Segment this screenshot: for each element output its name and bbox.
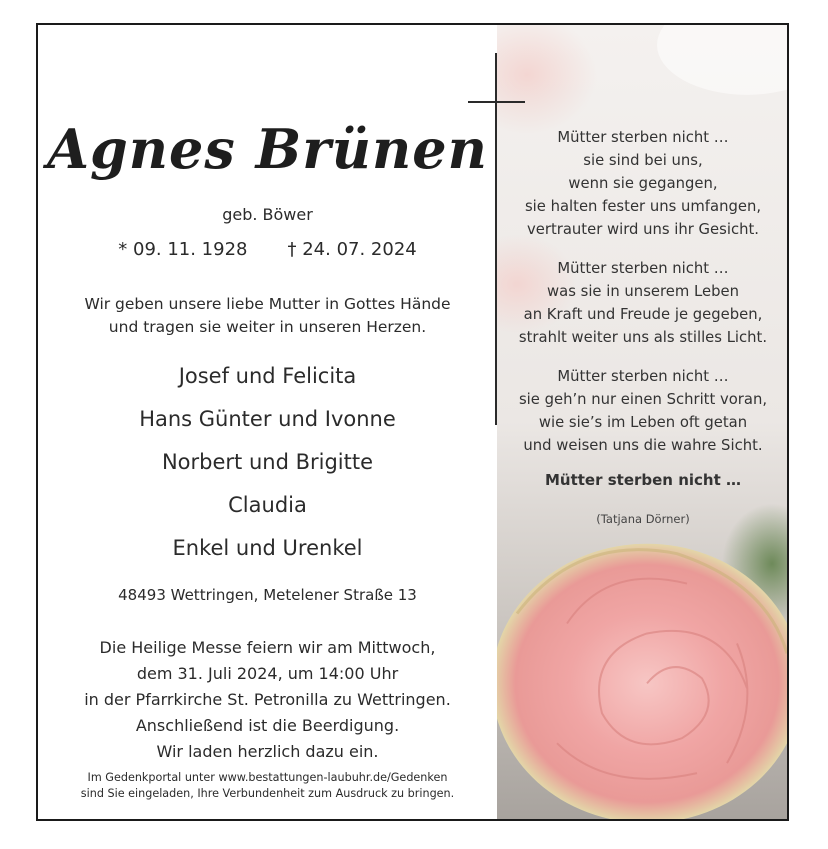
maiden-name: geb. Böwer <box>222 205 313 224</box>
cross-icon-crossbar <box>468 101 525 103</box>
service-info <box>38 635 497 765</box>
address: 48493 Wettringen, Metelener Straße 13 <box>118 586 417 604</box>
service-line: dem 31. Juli 2024, um 14:00 Uhr <box>136 664 399 683</box>
portal-line: Im Gedenkportal unter www.bestattungen-laubuhr.de/Gedenken <box>87 771 448 784</box>
service-line: in der Pfarrkirche St. Petronilla zu Wettringen. <box>84 690 451 709</box>
poem-closing-line: Mütter sterben nicht … <box>544 471 741 489</box>
service-line: Anschließend ist die Beerdigung. <box>135 716 400 735</box>
family-member: Claudia <box>228 493 307 517</box>
family-member: Hans Günter und Ivonne <box>139 407 396 431</box>
family-member: Josef und Felicita <box>178 364 357 388</box>
obituary-text-panel <box>38 25 497 819</box>
poem-line: an Kraft und Freude je gegeben, <box>523 306 763 323</box>
intro-text <box>38 293 497 339</box>
poem-stanza-3 <box>497 365 789 457</box>
family-member: Norbert und Brigitte <box>161 450 374 474</box>
poem-line: sie geh’n nur einen Schritt voran, <box>518 391 768 408</box>
poem-line: strahlt weiter uns als stilles Licht. <box>518 329 768 346</box>
family-list <box>38 355 497 570</box>
poem-line: Mütter sterben nicht … <box>557 129 729 146</box>
memorial-portal-note <box>38 770 497 802</box>
poem-line: wenn sie gegangen, <box>568 175 718 192</box>
poem-line: Mütter sterben nicht … <box>557 260 729 277</box>
poem-line: Mütter sterben nicht … <box>557 368 729 385</box>
service-line: Wir laden herzlich dazu ein. <box>156 742 379 761</box>
family-member: Enkel und Urenkel <box>172 536 363 560</box>
poem-line: wie sie’s im Leben oft getan <box>538 414 748 431</box>
poem-panel <box>497 25 789 819</box>
poem-line: vertrauter wird uns ihr Gesicht. <box>527 221 759 238</box>
poem-line: sie sind bei uns, <box>583 152 703 169</box>
poem-line: sie halten fester uns umfangen, <box>524 198 762 215</box>
poem-line: und weisen uns die wahre Sicht. <box>523 437 763 454</box>
deceased-name: Agnes Brünen <box>47 117 488 181</box>
poem-stanza-1 <box>497 126 789 241</box>
birth-date: * 09. 11. 1928 <box>118 239 248 260</box>
intro-line: Wir geben unsere liebe Mutter in Gottes Hände <box>84 295 451 313</box>
poem-stanza-2 <box>497 257 789 349</box>
cross-icon <box>495 53 497 425</box>
portal-line: sind Sie eingeladen, Ihre Verbundenheit zum Ausdruck zu bringen. <box>80 787 455 800</box>
life-dates <box>38 239 497 260</box>
poem-line: was sie in unserem Leben <box>547 283 739 300</box>
poem-author: (Tatjana Dörner) <box>596 512 690 526</box>
intro-line: und tragen sie weiter in unseren Herzen. <box>108 318 427 336</box>
service-line: Die Heilige Messe feiern wir am Mittwoch, <box>99 638 436 657</box>
obituary-card <box>36 23 789 821</box>
death-date: † 24. 07. 2024 <box>287 239 417 260</box>
